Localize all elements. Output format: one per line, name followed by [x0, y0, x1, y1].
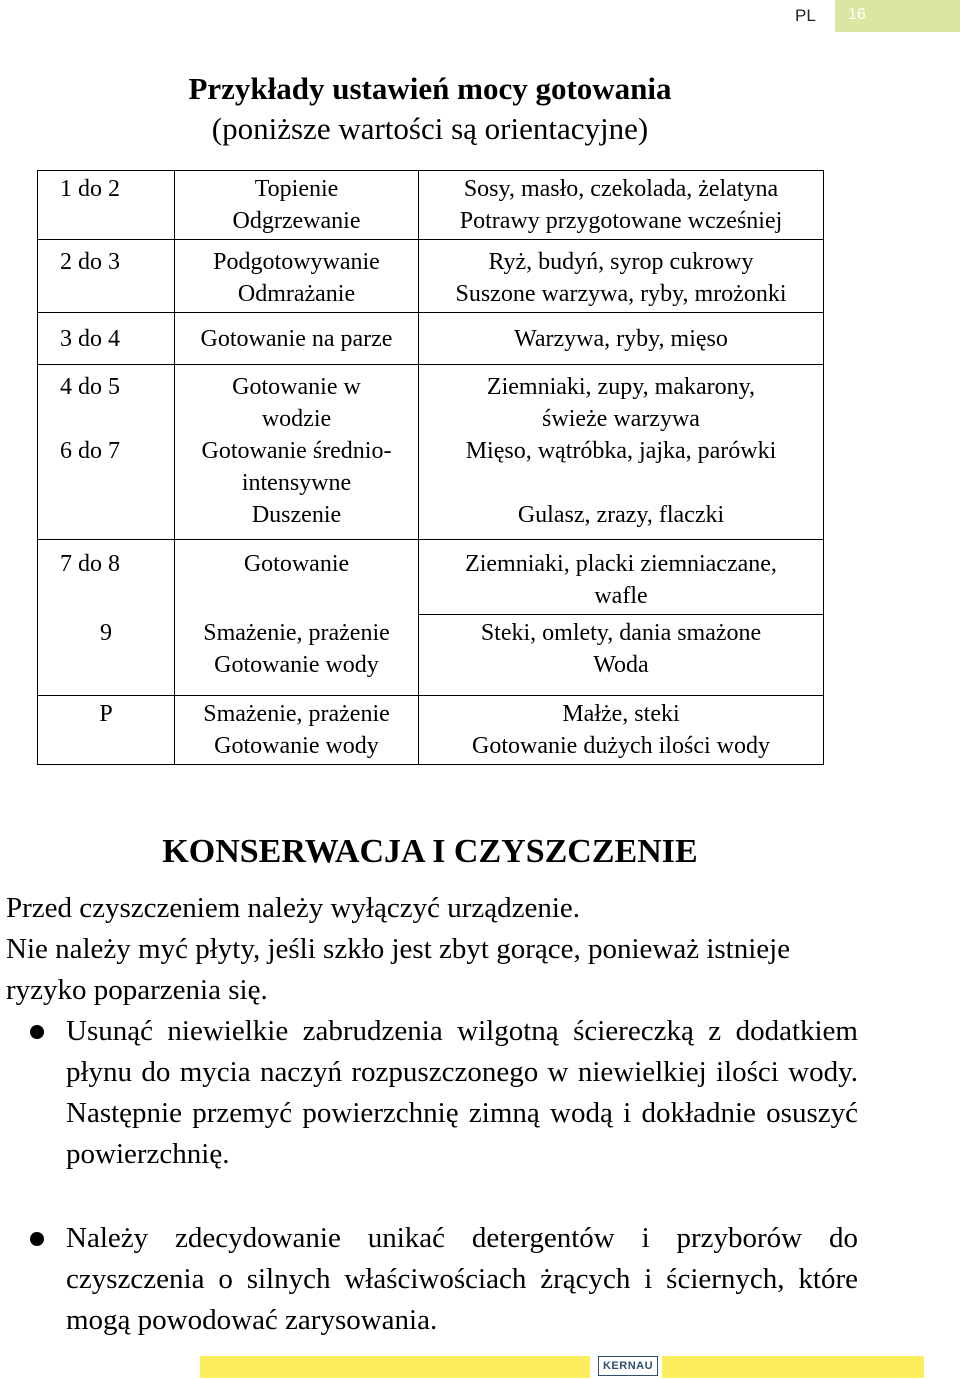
food-line: Woda	[593, 652, 649, 678]
table-title: Przykłady ustawień mocy gotowania	[188, 71, 672, 106]
cooking-mode-line: Gotowanie średnio-	[201, 438, 392, 464]
cooking-mode-line: Odmrażanie	[237, 281, 356, 307]
cooking-mode	[175, 240, 419, 313]
cooking-mode-line: Gotowanie wody	[214, 651, 379, 678]
section-heading: KONSERWACJA I CZYSZCZENIE	[162, 833, 698, 870]
cooking-mode: Gotowanie na parze	[175, 313, 419, 365]
cooking-mode-line: Podgotowywanie	[213, 249, 380, 275]
power-level-line: 4 do 5	[60, 374, 120, 400]
cooking-mode	[175, 171, 419, 240]
food-examples: Warzywa, ryby, mięso	[419, 313, 824, 365]
food-line: Ziemniaki, zupy, makarony,	[486, 374, 756, 400]
food-line: Steki, omlety, dania smażone	[480, 620, 762, 646]
cooking-mode-line: Smażenie, prażenie	[203, 619, 390, 646]
cooking-mode	[175, 365, 419, 540]
table-row	[38, 540, 824, 615]
table-row	[38, 696, 824, 765]
food-line: Potrawy przygotowane wcześniej	[459, 208, 783, 234]
food-examples	[419, 540, 824, 615]
page-number: 16	[848, 6, 866, 23]
table-row	[38, 240, 824, 313]
power-level: P	[38, 696, 175, 765]
cooking-mode: Gotowanie	[175, 540, 419, 615]
paragraph: Nie należy myć płyty, jeśli szkło jest zbyt gorące, ponieważ istnieje ryzyko poparzenia się.	[6, 933, 791, 1006]
power-level: 7 do 8	[38, 540, 175, 615]
food-line: wafle	[594, 583, 648, 609]
power-level: 9	[38, 615, 175, 696]
cooking-power-table	[37, 170, 824, 765]
cooking-mode-line: Smażenie, prażenie	[203, 701, 390, 727]
power-level: 3 do 4	[38, 313, 175, 365]
food-line: Ryż, budyń, syrop cukrowy	[488, 249, 754, 275]
cooking-mode-line: Duszenie	[251, 502, 342, 528]
food-line: Suszone warzywa, ryby, mrożonki	[455, 281, 787, 307]
footer-bar	[200, 1356, 590, 1378]
cooking-mode-line: Gotowanie wody	[214, 733, 379, 759]
table-subtitle: (poniższe wartości są orientacyjne)	[211, 111, 649, 146]
cooking-mode	[175, 696, 419, 765]
bullet-item: Należy zdecydowanie unikać detergentów i przyborów do czyszczenia o silnych właściwościach żrących i ściernych, które mogą powodować zarysowania.	[66, 1222, 858, 1336]
table-row	[38, 365, 824, 540]
cooking-mode-line: intensywne	[241, 470, 352, 496]
cooking-mode-line: Topienie	[254, 176, 339, 202]
food-line: Sosy, masło, czekolada, żelatyna	[463, 176, 779, 202]
food-examples	[419, 615, 824, 696]
cooking-mode-line: wodzie	[261, 406, 332, 432]
bullet-icon	[30, 1232, 44, 1246]
food-examples	[419, 696, 824, 765]
food-examples	[419, 365, 824, 540]
bullet-item: Usunąć niewielkie zabrudzenia wilgotną ściereczką z dodatkiem płynu do mycia naczyń rozpuszczonego w niewielkiej ilości wody. Następnie przemyć powierzchnię zimną wodą i dokładnie osuszyć powierzchnię.	[66, 1015, 858, 1170]
cooking-mode-line: Odgrzewanie	[232, 208, 361, 234]
cooking-mode-line: Gotowanie w	[232, 374, 361, 400]
power-level: 2 do 3	[38, 240, 175, 313]
food-examples	[419, 171, 824, 240]
brand-logo: KERNAU	[598, 1356, 658, 1376]
language-label: PL	[795, 6, 816, 25]
footer-bar	[662, 1356, 924, 1378]
food-line: Gulasz, zrazy, flaczki	[517, 502, 725, 528]
cooking-mode	[175, 615, 419, 696]
food-line: Ziemniaki, placki ziemniaczane,	[465, 551, 777, 577]
table-row	[38, 313, 824, 365]
table-row	[38, 171, 824, 240]
paragraph: Przed czyszczeniem należy wyłączyć urządzenie.	[6, 892, 581, 924]
power-level	[38, 365, 175, 540]
food-examples	[419, 240, 824, 313]
power-level: 1 do 2	[38, 171, 175, 240]
power-level-line: 6 do 7	[60, 438, 120, 464]
food-line: świeże warzywa	[542, 406, 700, 432]
food-line: Małże, steki	[562, 701, 680, 727]
food-line: Mięso, wątróbka, jajka, parówki	[465, 438, 777, 464]
bullet-icon	[30, 1025, 44, 1039]
table-row	[38, 615, 824, 696]
food-line: Gotowanie dużych ilości wody	[472, 733, 770, 759]
